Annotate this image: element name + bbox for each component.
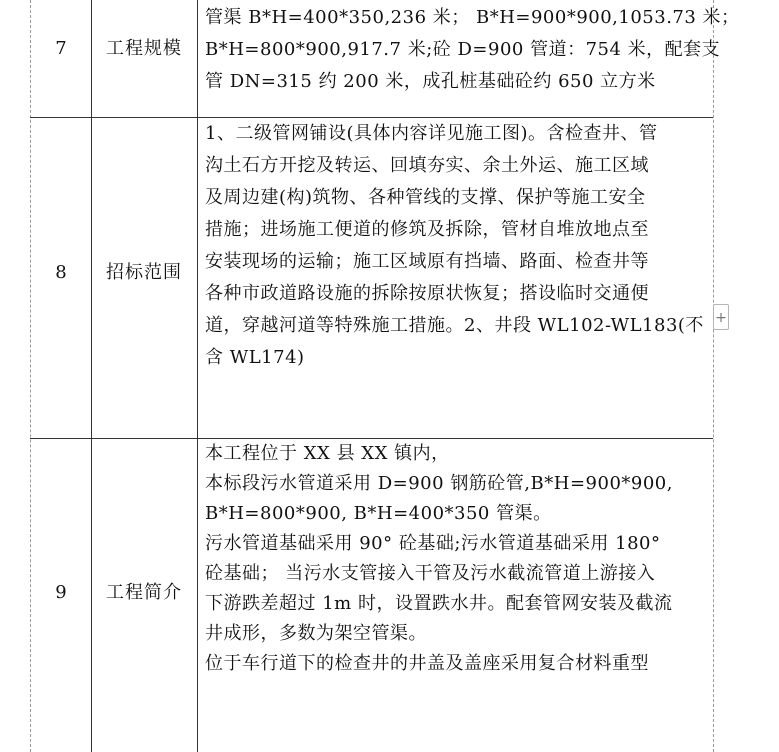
row-content-tender-scope [205,118,710,374]
row-number-9: 9 [55,582,67,603]
content-line: 道，穿越河道等特殊施工措施。2、井段 WL102-WL183(不 [205,315,704,336]
content-line: 砼基础； 当污水支管接入干管及污水截流管道上游接入 [205,563,656,584]
content-line: 污水管道基础采用 90° 砼基础;污水管道基础采用 180° [205,533,661,554]
content-line: 及周边建(构)筑物、各种管线的支撑、保护等施工安全 [205,187,646,208]
row-number-8: 8 [55,262,67,283]
row-content-project-intro [205,439,710,679]
content-line: 各种市政道路设施的拆除按原状恢复；搭设临时交通便 [205,283,649,304]
add-row-button[interactable] [713,304,729,330]
row-item-tender-scope: 招标范围 [106,262,182,283]
content-line: B*H=800*900,917.7 米;砼 D=900 管道：754 米，配套支 [205,39,721,60]
content-line: 1、二级管网铺设(具体内容详见施工图)。含检查井、管 [205,123,658,144]
row-item-project-intro: 工程简介 [106,582,182,603]
table-right-border [713,0,714,752]
content-line: 沟土石方开挖及转运、回填夯实、余土外运、施工区域 [205,155,649,176]
content-line: 含 WL174) [205,347,305,368]
content-line: 管渠 B*H=400*350,236 米； B*H=900*900,1053.73 米； [205,7,740,28]
row-number-7: 7 [55,38,67,59]
column-divider-1 [91,0,92,752]
column-divider-2 [197,0,198,752]
row-item-project-scale: 工程规模 [106,38,182,59]
content-line: 下游跌差超过 1m 时，设置跌水井。配套管网安装及截流 [205,593,673,614]
content-line: 位于车行道下的检查井的井盖及盖座采用复合材料重型 [205,653,649,674]
content-line: 管 DN=315 约 200 米，成孔桩基础砼约 650 立方米 [205,71,656,92]
row-content-project-scale [205,2,740,98]
content-line: 本工程位于 XX 县 XX 镇内， [205,443,450,464]
content-line: 措施；进场施工便道的修筑及拆除，管材自堆放地点至 [205,219,649,240]
content-line: 本标段污水管道采用 D=900 钢筋砼管,B*H=900*900, [205,473,673,494]
table-left-border [30,0,31,752]
plus-icon: + [715,310,727,326]
content-line: B*H=800*900, B*H=400*350 管渠。 [205,503,552,524]
content-line: 井成形，多数为架空管渠。 [205,623,427,644]
content-line: 安装现场的运输；施工区域原有挡墙、路面、检查井等 [205,251,649,272]
